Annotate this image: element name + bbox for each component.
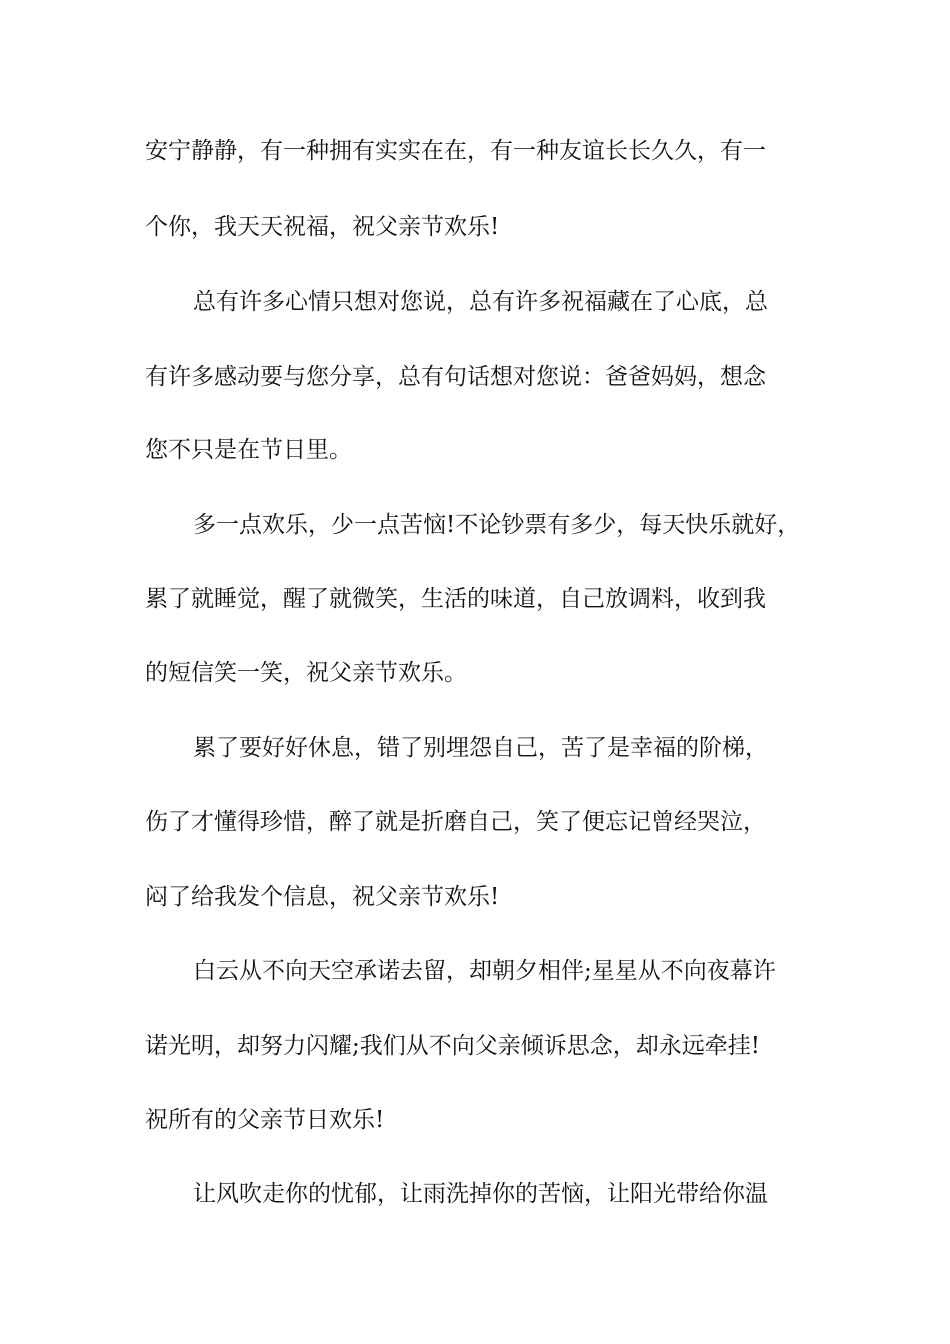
paragraph-first-line: 让风吹走你的忧郁，让雨洗掉你的苦恼，让阳光带给你温 — [193, 1181, 768, 1207]
text-line: 安宁静静，有一种拥有实实在在，有一种友谊长长久久，有一 — [145, 138, 766, 164]
text-line: 个你，我天天祝福，祝父亲节欢乐! — [145, 214, 500, 240]
text-line: 的短信笑一笑，祝父亲节欢乐。 — [145, 660, 467, 686]
text-line: 您不只是在节日里。 — [145, 437, 352, 463]
text-line: 伤了才懂得珍惜，醉了就是折磨自己，笑了便忘记曾经哭泣， — [145, 809, 766, 835]
text-line: 诺光明，却努力闪耀;我们从不向父亲倾诉思念，却永远牵挂! — [145, 1033, 760, 1059]
paragraph-first-line: 总有许多心情只想对您说，总有许多祝福藏在了心底，总 — [193, 289, 768, 315]
paragraph-first-line: 多一点欢乐，少一点苦恼!不论钞票有多少，每天快乐就好， — [193, 512, 801, 538]
text-line: 有许多感动要与您分享，总有句话想对您说：爸爸妈妈，想念 — [145, 364, 766, 390]
text-line: 闷了给我发个信息，祝父亲节欢乐! — [145, 884, 500, 910]
text-line: 祝所有的父亲节日欢乐! — [145, 1107, 385, 1133]
paragraph-first-line: 累了要好好休息，错了别埋怨自己，苦了是幸福的阶梯， — [193, 735, 768, 761]
text-line: 累了就睡觉，醒了就微笑，生活的味道，自己放调料，收到我 — [145, 586, 766, 612]
paragraph-first-line: 白云从不向天空承诺去留，却朝夕相伴;星星从不向夜幕许 — [193, 958, 776, 984]
